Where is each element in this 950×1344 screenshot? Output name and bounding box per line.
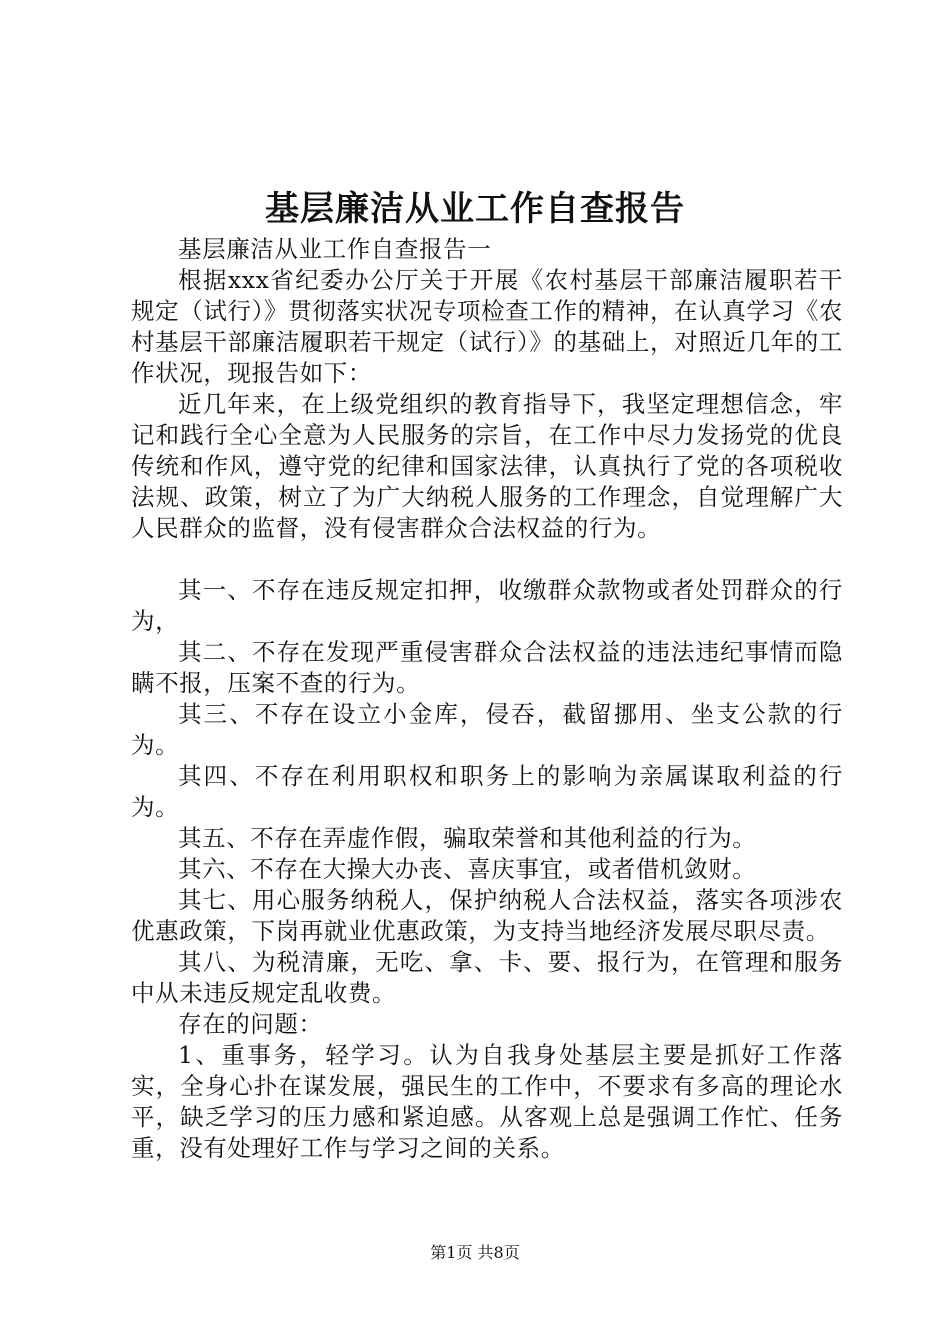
paragraph-item-2: 其二、不存在发现严重侵害群众合法权益的违法违纪事情而隐瞒不报，压案不查的行为。 — [131, 638, 843, 697]
paragraph-item-7: 其七、用心服务纳税人，保护纳税人合法权益，落实各项涉农优惠政策，下岗再就业优惠政策，为支持当地经济发展尽职尽责。 — [131, 886, 843, 945]
paragraph-item-3: 其三、不存在设立小金库，侵吞，截留挪用、坐支公款的行为。 — [131, 700, 843, 759]
paragraph-item-8: 其八、为税清廉，无吃、拿、卡、要、报行为，在管理和服务中从未违反规定乱收费。 — [131, 948, 843, 1007]
paragraph-item-4: 其四、不存在利用职权和职务上的影响为亲属谋取利益的行为。 — [131, 762, 843, 821]
paragraph-intro: 根据xxx省纪委办公厅关于开展《农村基层干部廉洁履职若干规定（试行）》贯彻落实状况专项检查工作的精神，在认真学习《农村基层干部廉洁履职若干规定（试行）》的基础上，对照近几年的工作状况，现报告如下： — [131, 266, 843, 387]
paragraph-problems-heading: 存在的问题： — [178, 1010, 323, 1038]
paragraph-item-5: 其五、不存在弄虚作假，骗取荣誉和其他利益的行为。 — [178, 824, 757, 852]
document-body — [131, 234, 843, 1164]
document-title: 基层廉洁从业工作自查报告 — [265, 189, 685, 229]
page-number-footer: 第1页 共8页 — [430, 1243, 520, 1262]
paragraph-item-1: 其一、不存在违反规定扣押，收缴群众款物或者处罚群众的行为， — [131, 576, 843, 635]
paragraph-overview: 近几年来，在上级党组织的教育指导下，我坚定理想信念，牢记和践行全心全意为人民服务的宗旨，在工作中尽力发扬党的优良传统和作风，遵守党的纪律和国家法律，认真执行了党的各项税收法规、政策，树立了为广大纳税人服务的工作理念，自觉理解广大人民群众的监督，没有侵害群众合法权益的行为。 — [131, 390, 843, 542]
paragraph-problem-1: 1、重事务，轻学习。认为自我身处基层主要是抓好工作落实，全身心扑在谋发展，强民生的工作中，不要求有多高的理论水平，缺乏学习的压力感和紧迫感。从客观上总是强调工作忙、任务重，没有处理好工作与学习之间的关系。 — [131, 1041, 843, 1162]
paragraph-item-6: 其六、不存在大操大办丧、喜庆事宜，或者借机敛财。 — [178, 855, 757, 883]
paragraph-subtitle: 基层廉洁从业工作自查报告一 — [178, 235, 492, 263]
